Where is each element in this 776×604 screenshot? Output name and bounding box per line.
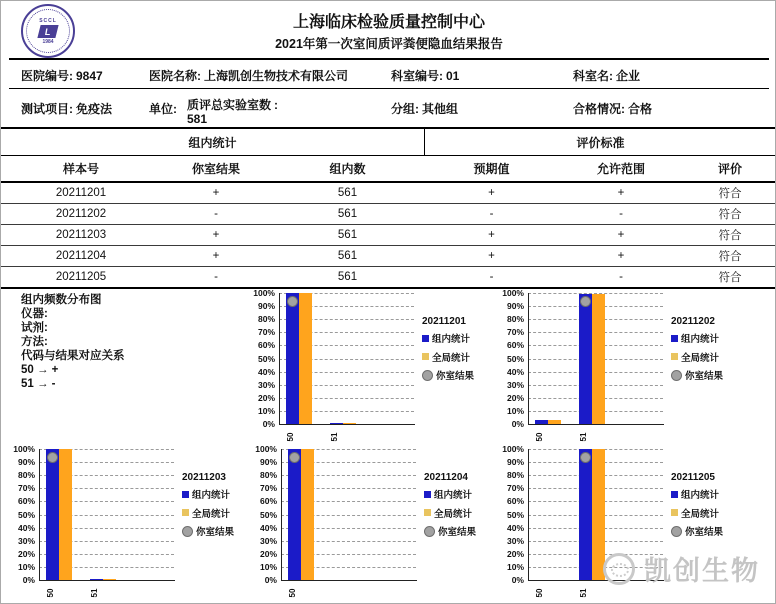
your-result-symbol — [671, 526, 682, 537]
table-row — [1, 204, 776, 225]
global-symbol — [182, 509, 189, 516]
legend-sample-title: 20211203 — [182, 472, 226, 483]
legend-entry — [424, 506, 504, 520]
your-result-symbol — [422, 370, 433, 381]
within-group-symbol — [422, 335, 429, 342]
bar-global — [59, 449, 72, 580]
seal-year: 1984 — [42, 38, 54, 45]
y-axis-tick-label: 50% — [257, 353, 275, 364]
chart-20211203 — [7, 444, 265, 602]
x-axis-tick-label: 51 — [579, 588, 588, 598]
table-cell: 符合 — [718, 251, 742, 263]
legend-entry — [671, 506, 751, 520]
seal-emblem-icon: L — [37, 25, 58, 38]
y-axis-tick-label: 90% — [257, 301, 275, 312]
legend-entry — [671, 350, 751, 364]
table-body — [1, 183, 776, 289]
legend-entry — [671, 524, 751, 538]
hospital-name-field: 医院名称: 上海凯创生物技术有限公司 — [149, 69, 349, 83]
test-method-field: 测试项目: 免疫法 — [21, 102, 113, 116]
bar-within-group — [579, 449, 592, 580]
x-axis-tick-label: 50 — [46, 588, 55, 598]
y-axis-tick-label: 60% — [257, 340, 275, 351]
y-axis-tick-label: 50% — [506, 353, 524, 364]
department-name-field: 科室名: 企业 — [573, 69, 641, 83]
legend-sample-title: 20211202 — [671, 316, 715, 327]
y-axis-tick-label: 80% — [506, 470, 524, 481]
x-axis-tick-label: 51 — [90, 588, 99, 598]
vendor-watermark — [603, 549, 760, 588]
y-axis-tick-label: 30% — [17, 535, 35, 546]
legend-entry — [424, 487, 504, 501]
y-axis-tick-label: 80% — [259, 470, 277, 481]
table-cell: - — [619, 271, 623, 283]
your-result-marker — [580, 296, 591, 307]
header-divider — [9, 58, 769, 60]
legend-entry-label: 组内统计 — [681, 334, 720, 345]
chart-20211204 — [249, 444, 507, 602]
legend-entry — [422, 350, 502, 364]
y-axis-tick-label: 20% — [17, 548, 35, 559]
legend-entry-label: 全局统计 — [432, 352, 471, 364]
table-cell: 20211205 — [55, 271, 107, 283]
bar-global — [548, 420, 561, 424]
y-axis-tick-label: 40% — [259, 522, 277, 533]
y-axis-tick-label: 10% — [506, 561, 524, 572]
within-group-symbol — [671, 335, 678, 342]
global-symbol — [671, 353, 678, 360]
table-column-header-row — [1, 156, 776, 183]
table-cell: + — [488, 250, 495, 262]
y-axis-tick-label: 30% — [257, 379, 275, 390]
table-row — [1, 225, 776, 246]
legend-sample-title: 20211201 — [422, 316, 466, 327]
table-cell: + — [617, 187, 625, 199]
y-axis-tick-label: 100% — [502, 444, 524, 454]
table-row — [1, 246, 776, 267]
seal-abbr: SCCL — [39, 17, 57, 24]
bar-within-group — [286, 293, 299, 424]
global-symbol — [671, 509, 678, 516]
total-labs-field: 质评总实验室数 : 581 — [187, 98, 279, 126]
legend-entry-label: 你室结果 — [685, 371, 724, 382]
y-axis-tick-label: 40% — [17, 522, 35, 533]
x-axis-tick-label: 50 — [288, 588, 297, 598]
table-row — [1, 267, 776, 289]
legend-entry — [671, 368, 751, 382]
x-axis-tick-label: 51 — [330, 432, 339, 442]
table-cell: + — [488, 187, 495, 199]
legend-sample-title: 20211204 — [424, 472, 468, 483]
note-line: 仪器: — [21, 308, 48, 320]
vendor-logo-icon — [603, 553, 635, 585]
chart-legend — [424, 472, 504, 543]
y-axis-tick-label: 70% — [259, 483, 277, 494]
chart-legend — [671, 316, 751, 387]
legend-entry-label: 组内统计 — [681, 490, 720, 501]
plot-area — [281, 449, 417, 581]
group-header-evaluation-criteria: 评价标准 — [576, 135, 625, 150]
y-axis-tick-label: 20% — [259, 548, 277, 559]
y-axis-tick-label: 20% — [506, 548, 524, 559]
department-id-field: 科室编号: 01 — [391, 69, 460, 83]
table-cell: + — [617, 250, 625, 262]
table-cell: - — [489, 271, 494, 283]
y-axis-tick-label: 0% — [22, 575, 35, 585]
y-axis-tick-label: 50% — [506, 509, 524, 520]
y-axis-tick-label: 60% — [17, 496, 35, 507]
y-axis-tick-label: 70% — [506, 327, 524, 338]
table-cell: 561 — [337, 250, 358, 262]
y-axis-tick-label: 30% — [506, 535, 524, 546]
col-header-allowed-range: 允许范围 — [596, 162, 645, 176]
table-cell: - — [619, 208, 623, 220]
bar-global — [299, 293, 312, 424]
global-symbol — [424, 509, 431, 516]
y-axis-tick-label: 90% — [506, 301, 524, 312]
global-symbol — [422, 353, 429, 360]
bar-within-group — [288, 449, 301, 580]
table-cell: 20211202 — [55, 208, 107, 220]
legend-entry-label: 你室结果 — [685, 527, 724, 538]
bar-within-group — [46, 449, 59, 580]
note-line: 试剂: — [21, 322, 48, 334]
within-group-symbol — [424, 491, 431, 498]
legend-entry-label: 全局统计 — [681, 352, 720, 364]
unit-field: 单位: — [149, 102, 177, 116]
legend-entry-label: 全局统计 — [434, 508, 473, 520]
y-axis-tick-label: 90% — [506, 457, 524, 468]
y-axis-tick-label: 10% — [257, 405, 275, 416]
bar-within-group — [579, 294, 592, 424]
legend-entry — [671, 331, 751, 345]
y-axis-tick-label: 80% — [257, 314, 275, 325]
col-header-group-count: 组内数 — [329, 162, 366, 176]
plot-area — [39, 449, 175, 581]
your-result-symbol — [424, 526, 435, 537]
legend-entry-label: 你室结果 — [438, 527, 477, 538]
table-cell: 561 — [337, 208, 358, 220]
y-axis-tick-label: 0% — [262, 419, 275, 429]
chart-legend — [671, 472, 751, 543]
y-axis-tick-label: 10% — [17, 561, 35, 572]
y-axis-tick-label: 50% — [259, 509, 277, 520]
bar-global — [301, 449, 314, 580]
your-result-marker — [287, 296, 298, 307]
legend-entry-label: 全局统计 — [192, 508, 231, 520]
y-axis-tick-label: 90% — [259, 457, 277, 468]
within-group-symbol — [671, 491, 678, 498]
y-axis-tick-label: 30% — [506, 379, 524, 390]
y-axis-tick-label: 90% — [17, 457, 35, 468]
table-cell: 符合 — [718, 209, 742, 221]
y-axis-tick-label: 30% — [259, 535, 277, 546]
legend-entry — [422, 368, 502, 382]
y-axis-tick-label: 70% — [17, 483, 35, 494]
within-group-symbol — [182, 491, 189, 498]
bar-within-group — [90, 579, 103, 580]
col-header-expected-value: 预期值 — [473, 162, 510, 176]
table-cell: 符合 — [718, 272, 742, 284]
table-cell: 561 — [337, 271, 358, 283]
your-result-symbol — [671, 370, 682, 381]
y-axis-tick-label: 40% — [257, 366, 275, 377]
page-subtitle: 2021年第一次室间质评粪便隐血结果报告 — [275, 37, 503, 51]
legend-entry — [424, 524, 504, 538]
y-axis-tick-label: 10% — [506, 405, 524, 416]
notes-lines — [21, 308, 236, 392]
legend-entry-label: 你室结果 — [196, 527, 235, 538]
table-cell: 561 — [337, 187, 358, 199]
bar-within-group — [535, 420, 548, 424]
bar-within-group — [330, 423, 343, 424]
table-cell: + — [212, 229, 220, 241]
col-header-your-result: 你室结果 — [191, 162, 240, 176]
legend-sample-title: 20211205 — [671, 472, 715, 483]
y-axis-tick-label: 60% — [506, 340, 524, 351]
bar-global — [103, 579, 116, 580]
y-axis-tick-label: 100% — [502, 288, 524, 298]
y-axis-tick-label: 40% — [506, 366, 524, 377]
your-result-marker — [47, 452, 58, 463]
y-axis-tick-label: 80% — [506, 314, 524, 325]
legend-entry — [422, 331, 502, 345]
y-axis-tick-label: 100% — [253, 288, 275, 298]
y-axis-tick-label: 60% — [259, 496, 277, 507]
group-header-divider — [424, 129, 425, 155]
legend-entry-label: 组内统计 — [432, 334, 471, 345]
table-cell: 20211203 — [55, 229, 107, 241]
legend-entry-label: 组内统计 — [192, 490, 231, 501]
chart-20211201 — [247, 288, 505, 446]
your-result-symbol — [182, 526, 193, 537]
bar-global — [343, 423, 356, 424]
x-axis-tick-label: 50 — [535, 432, 544, 442]
note-line: 方法: — [21, 336, 48, 348]
legend-entry-label: 你室结果 — [436, 371, 475, 382]
your-result-marker — [580, 452, 591, 463]
table-cell: + — [488, 229, 495, 241]
chart-notes-block — [21, 294, 236, 392]
table-cell: + — [212, 250, 220, 262]
page-title: 上海临床检验质量控制中心 — [292, 14, 485, 31]
col-header-evaluation: 评价 — [717, 162, 742, 176]
chart-legend — [422, 316, 502, 387]
vendor-watermark-text: 凯创生物 — [644, 556, 760, 586]
your-result-marker — [289, 452, 300, 463]
legend-entry-label: 组内统计 — [434, 490, 473, 501]
table-cell: - — [489, 208, 494, 220]
bar-global — [592, 294, 605, 424]
x-axis-tick-label: 51 — [579, 432, 588, 442]
results-table — [1, 127, 776, 289]
table-row — [1, 183, 776, 204]
y-axis-tick-label: 50% — [17, 509, 35, 520]
hospital-id-field: 医院编号: 9847 — [21, 69, 103, 83]
y-axis-tick-label: 40% — [506, 522, 524, 533]
y-axis-tick-label: 80% — [17, 470, 35, 481]
y-axis-tick-label: 0% — [511, 419, 524, 429]
legend-entry — [671, 487, 751, 501]
y-axis-tick-label: 70% — [506, 483, 524, 494]
group-field: 分组: 其他组 — [391, 102, 459, 116]
col-header-sample-id: 样本号 — [62, 162, 99, 176]
table-cell: + — [212, 187, 220, 199]
table-group-header-row — [1, 129, 776, 156]
y-axis-tick-label: 70% — [257, 327, 275, 338]
legend-entry-label: 全局统计 — [681, 508, 720, 520]
y-axis-tick-label: 20% — [506, 392, 524, 403]
note-line: 51 → - — [21, 378, 56, 390]
table-cell: 符合 — [718, 188, 742, 200]
note-line: 代码与结果对应关系 — [21, 350, 125, 362]
table-cell: 20211204 — [55, 250, 107, 262]
x-axis-tick-label: 50 — [286, 432, 295, 442]
y-axis-tick-label: 100% — [13, 444, 35, 454]
chart-20211202 — [496, 288, 754, 446]
y-axis-tick-label: 60% — [506, 496, 524, 507]
table-cell: 符合 — [718, 230, 742, 242]
plot-area — [279, 293, 415, 425]
pass-status-field: 合格情况: 合格 — [573, 102, 653, 116]
table-cell: 20211201 — [55, 187, 107, 199]
info-row-divider — [9, 88, 769, 89]
y-axis-tick-label: 20% — [257, 392, 275, 403]
note-line: 50 → + — [21, 364, 59, 376]
y-axis-tick-label: 0% — [511, 575, 524, 585]
y-axis-tick-label: 100% — [255, 444, 277, 454]
x-axis-tick-label: 50 — [535, 588, 544, 598]
plot-area — [528, 293, 664, 425]
table-cell: - — [214, 208, 218, 220]
table-cell: + — [617, 229, 625, 241]
table-cell: 561 — [337, 229, 358, 241]
y-axis-tick-label: 0% — [264, 575, 277, 585]
table-cell: - — [214, 271, 218, 283]
group-header-within-group: 组内统计 — [188, 135, 237, 150]
y-axis-tick-label: 10% — [259, 561, 277, 572]
chart-section-title: 组内频数分布图 — [21, 294, 102, 306]
